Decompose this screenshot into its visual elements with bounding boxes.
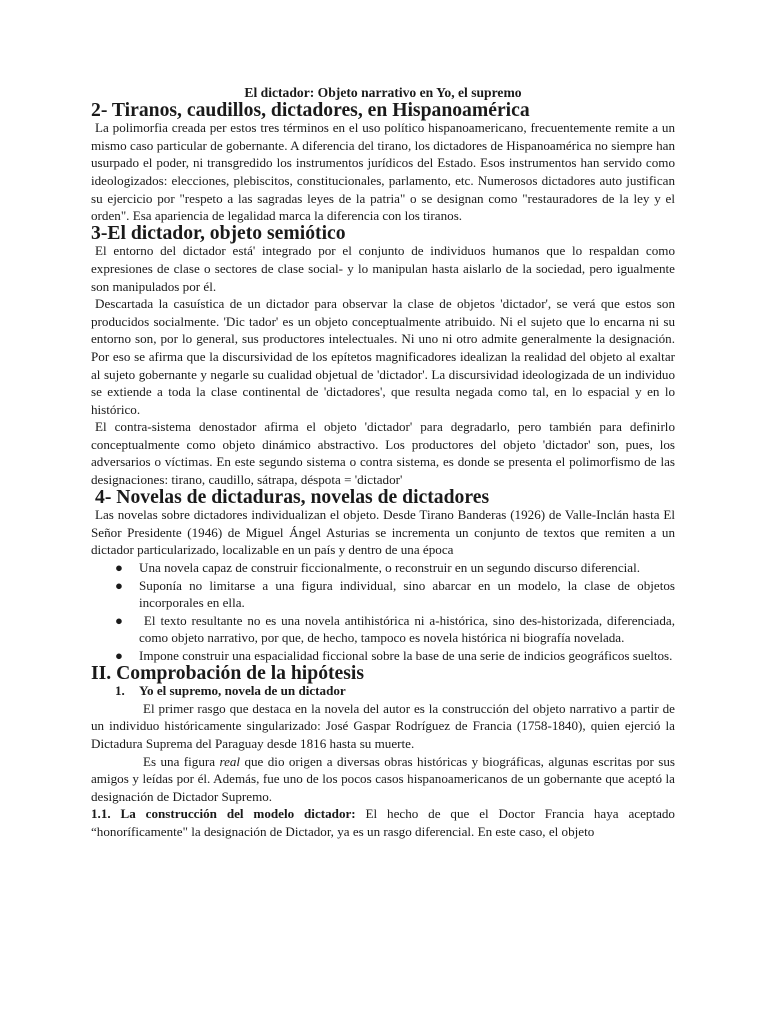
bullet-icon: ● (115, 612, 123, 628)
numbered-item-label: Yo el supremo, novela de un dictador (139, 683, 346, 699)
bullet-icon: ● (115, 577, 123, 593)
text-run: Es una figura (143, 753, 220, 769)
list-item-text: Suponía no limitarse a una figura individual, sino abarcar en un modelo, la clase de objetos incorporales en ella. (139, 577, 675, 611)
list-item (91, 647, 675, 665)
section-2-paragraph: La polimorfia creada per estos tres términos en el uso político hispanoamericano, frecuentemente remite a un mismo caso particular de gobernante. A diferencia del tirano, los dictadores de Hispanoamérica no siempre han usurpado el poder, ni transgredido los instrumentos jurídicos del Estado. Esos instrumentos han servido como ideologizados: elecciones, plebiscitos, constitucionales, parlamento, etc. Numerosos dictadores auto justifican su ejercicio por "respeto a las sagradas leyes de la patria" o se designan como "restauradores de la ley y el orden". Esa apariencia de legalidad marca la diferencia con los tiranos. (91, 120, 675, 224)
list-item-text: Impone construir una espacialidad ficcional sobre la base de una serie de indicios geográficos sueltos. (139, 648, 673, 663)
section-2-heading: 2- Tiranos, caudillos, dictadores, en Hispanoamérica (91, 98, 530, 121)
list-item (91, 612, 679, 647)
subsection-1-1-paragraph (91, 805, 675, 840)
section-4-paragraph: Las novelas sobre dictadores individualizan el objeto. Desde Tirano Banderas (1926) de Valle-Inclán hasta El Señor Presidente (1946) de Miguel Ángel Asturias se incrementa un conjunto de textos que remiten a un dictador particularizado, localizable en un país y dentro de una época (91, 507, 675, 558)
subsection-1-1-heading: 1.1. La construcción del modelo dictador: (91, 806, 356, 822)
document-page (91, 84, 679, 841)
section-3-paragraph-3: El contra-sistema denostador afirma el objeto 'dictador' para degradarlo, pero también para definirlo conceptualmente como objeto dinámico abstractivo. Los productores del objeto 'dictador' son, pues, los adversarios o víctimas. En este segundo sistema o contra sistema, es donde se presenta el polimorfismo de las designaciones: tirano, caudillo, sátrapa, déspota = 'dictador' (91, 419, 675, 488)
numbered-item (91, 682, 675, 700)
list-item (91, 577, 675, 612)
list-item-text: Una novela capaz de construir ficcionalmente, o reconstruir en un segundo discurso diferencial. (139, 560, 641, 576)
feature-bullet-list (91, 559, 679, 665)
bullet-icon: ● (115, 560, 123, 576)
list-item (91, 559, 675, 577)
text-run: que dio origen a diversas obras históricas y biográficas, algunas escritas por sus amigos y leídas por él. Además, fue uno de los pocos casos hispanoamericanos de un gobernante que aceptó la designación de Dictador Supremo. (91, 753, 675, 804)
section-3-heading: 3-El dictador, objeto semiótico (91, 221, 346, 244)
section-3-paragraph-2: Descartada la casuística de un dictador para observar la clase de objetos 'dictador', se verá que estos son producidos socialmente. 'Dic tador' es un objeto conceptualmente atribuido. Ni el sujeto que lo encarna ni su entorno son, por lo general, sus productores intelectuales. Ni uno ni otro admite generalmente la designación. Por eso se afirma que la discursividad de los epítetos magnificadores idealizan la realidad del objeto al exaltar al sujeto gobernante y negarle su cualidad objetual de 'dictador'. La discursividad ideologizada de un individuo se extiende a toda la clase continental de 'dictadores', que resulta negada como tal, en lo espacial y en lo histórico. (91, 296, 675, 417)
analysis-paragraph-1: El primer rasgo que destaca en la novela del autor es la construcción del objeto narrativo a partir de un individuo históricamente singularizado: José Gaspar Rodríguez de Francia (1758-1840), quien ejerció la Dictadura Suprema del Paraguay desde 1816 hasta su muerte. (91, 700, 675, 751)
numbered-list (91, 682, 675, 700)
section-3-paragraph-1: El entorno del dictador está' integrado por el conjunto de individuos humanos que lo respaldan como expresiones de clase o sectores de clase social- y lo manipulan hasta aislarlo de la sociedad, pero igualmente son manipulados por él. (91, 243, 675, 294)
item-number: 1. (115, 683, 125, 699)
subsection-1-1-text: El hecho de que el Doctor Francia haya aceptado “honoríficamente" la designación de Dictador, ya es un rasgo diferencial. En este caso, el objeto (91, 806, 675, 839)
part-2-heading: II. Comprobación de la hipótesis (91, 661, 365, 684)
list-item-text: El texto resultante no es una novela antihistórica ni a-histórica, sino des-historizada, diferenciada, como objeto narrativo, por que, de hecho, tampoco es novela histórica ni biografía novelada. (139, 612, 679, 646)
analysis-paragraph-2 (91, 753, 675, 806)
section-4-heading: 4- Novelas de dictaduras, novelas de dictadores (95, 485, 490, 508)
bullet-icon: ● (115, 648, 123, 663)
italic-term: real (219, 753, 241, 769)
document-title: El dictador: Objeto narrativo en Yo, el supremo (244, 85, 522, 100)
